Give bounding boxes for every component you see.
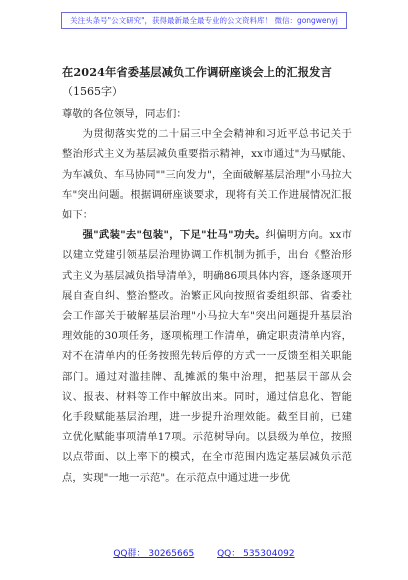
salutation: 尊敬的各位领导，同志们： [62, 108, 187, 120]
section-1-paragraph [62, 225, 352, 488]
footer-qq[interactable]: QQ： 535304092 [217, 549, 295, 559]
word-count: （1565字） [62, 85, 123, 98]
banner-text: 关注头条号"公文研究"，获得最新最全最专业的公文资料库！ 微信：gongwenyj [61, 12, 347, 29]
document-body [62, 62, 352, 488]
document-title: 在2024年省委基层减负工作调研座谈会上的汇报发言 [62, 65, 332, 79]
section-1-heading: 强"武装"去"包装"，下足"壮马"功夫。 [82, 229, 266, 242]
section-1-body: 纠偏明方向。xx市以建立党建引领基层治理协调工作机制为抓手，出台《整治形式主义为基层减负指导清单》，明确86项具体内容，逐条逐项开展自查自纠、整治整改。治繁正风向按照省委组织部、省委社会工作部关于破解基层治理"小马拉大车"突出问题提升基层治理效能的30项任务，逐项梳理工作清单，确定职责清单内容，对不在清单内的任务按照先转后停的方式一一反馈至相关职能部门。通过对滥挂牌、乱摊派的集中治理，把基层干部从会议、报表、材料等工作中解放出来。同时，通过信息化、智能化手段赋能基层治理，进一步提升治理效能。截至目前，已建立优化赋能事项清单17项。示范树导向。以县级为单位，按照以点带面、以上率下的模式，在全市范围内选定基层减负示范点，实现"一地一示范"。在示范点中通过进一步优 [62, 229, 353, 484]
footer [0, 546, 408, 559]
footer-qq-group[interactable]: QQ群： 30265665 [113, 549, 195, 559]
top-banner [0, 8, 408, 30]
intro-paragraph: 为贯彻落实党的二十届三中全会精神和习近平总书记关于整治形式主义为基层减负重要指示精神，xx市通过"为马赋能、为车减负、车马协同""三向发力"，全面破解基层治理"小马拉大车"突出问题。根据调研座谈要求，现将有关工作进展情况汇报如下： [62, 128, 352, 222]
